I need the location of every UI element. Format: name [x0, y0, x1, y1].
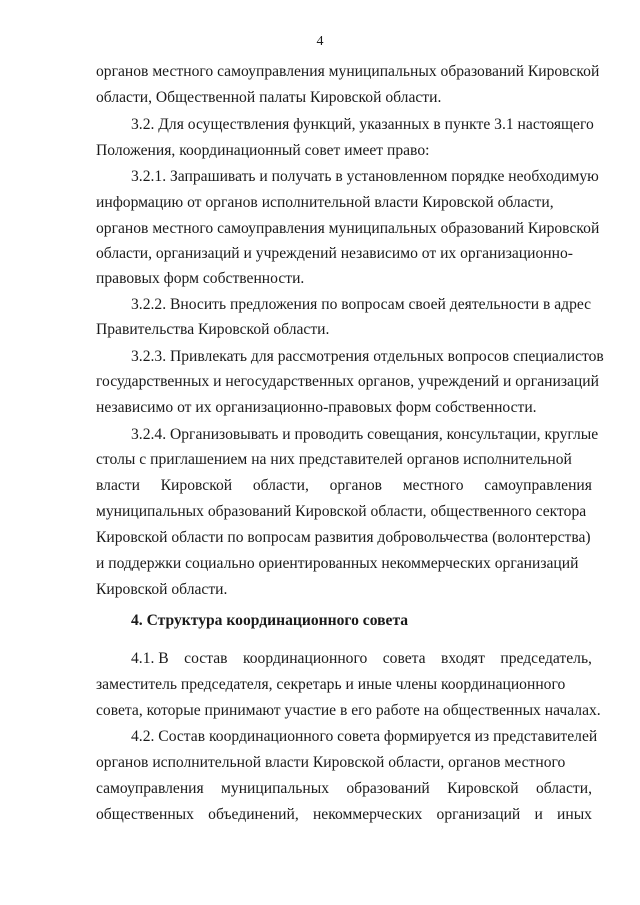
word: некоммерческих [312, 806, 423, 823]
text-line: муниципальных образований Кировской области, общественного сектора [96, 503, 587, 520]
word: образований [346, 780, 430, 797]
text-line: совета, которые принимают участие в его работе на общественных началах. [96, 702, 601, 719]
text-line-justified [96, 781, 592, 797]
word: объединений, [208, 806, 299, 823]
text-line: Кировской области по вопросам развития добровольчества (волонтерства) [96, 529, 591, 546]
text-line: 3.2.2. Вносить предложения по вопросам своей деятельности в адрес [131, 296, 592, 313]
word: совета [382, 650, 426, 667]
word: Кировской [160, 477, 233, 494]
text-line: правовых форм собственности. [96, 270, 305, 287]
text-line-justified [96, 807, 592, 823]
text-line: 4.2. Состав координационного совета формируется из представителей [131, 728, 598, 745]
word: состав [184, 650, 228, 667]
text-line: 3.2.1. Запрашивать и получать в установленном порядке необходимую [131, 168, 599, 185]
text-line: независимо от их организационно-правовых форм собственности. [96, 399, 537, 416]
word: входят [441, 650, 485, 667]
text-line: столы с приглашением на них представителей органов исполнительной [96, 451, 572, 468]
text-line: 3.2. Для осуществления функций, указанных в пункте 3.1 настоящего [131, 116, 594, 133]
word: координационного [242, 650, 368, 667]
text-line: Положения, координационный совет имеет право: [96, 142, 430, 159]
text-line: органов исполнительной власти Кировской области, органов местного [96, 754, 566, 771]
text-line: и поддержки социально ориентированных некоммерческих организаций [96, 555, 579, 572]
text-line: государственных и негосударственных органов, учреждений и организаций [96, 373, 599, 390]
section-heading: 4. Структура координационного совета [131, 612, 409, 629]
text-line: заместитель председателя, секретарь и иные члены координационного [96, 676, 566, 693]
text-line: области, Общественной палаты Кировской области. [96, 89, 442, 106]
word: органов [329, 477, 382, 494]
word: Кировской [447, 780, 519, 797]
word: и [534, 806, 543, 823]
text-line: 3.2.3. Привлекать для рассмотрения отдельных вопросов специалистов [131, 348, 604, 365]
word: области, [252, 477, 309, 494]
word: власти [96, 477, 140, 494]
page-number: 4 [316, 34, 324, 49]
word: организаций [436, 806, 521, 823]
text-line: Кировской области. [96, 581, 228, 598]
text-line: информацию от органов исполнительной власти Кировской области, [96, 194, 554, 211]
word: муниципальных [221, 780, 329, 797]
text-line: области, организаций и учреждений независимо от их организационно- [96, 245, 573, 262]
text-line: органов местного самоуправления муниципальных образований Кировской [96, 220, 600, 237]
word: председатель, [500, 650, 592, 667]
word: иных [557, 806, 592, 823]
text-line-justified [131, 651, 592, 667]
word: 4.1. В [131, 650, 169, 667]
word: самоуправления [484, 477, 592, 494]
text-line: Правительства Кировской области. [96, 321, 330, 338]
word: общественных [96, 806, 194, 823]
word: местного [402, 477, 464, 494]
word: области, [535, 780, 592, 797]
text-line: органов местного самоуправления муниципальных образований Кировской [96, 63, 600, 80]
text-line-justified [96, 478, 592, 494]
word: самоуправления [96, 780, 204, 797]
text-line: 3.2.4. Организовывать и проводить совещания, консультации, круглые [131, 426, 599, 443]
